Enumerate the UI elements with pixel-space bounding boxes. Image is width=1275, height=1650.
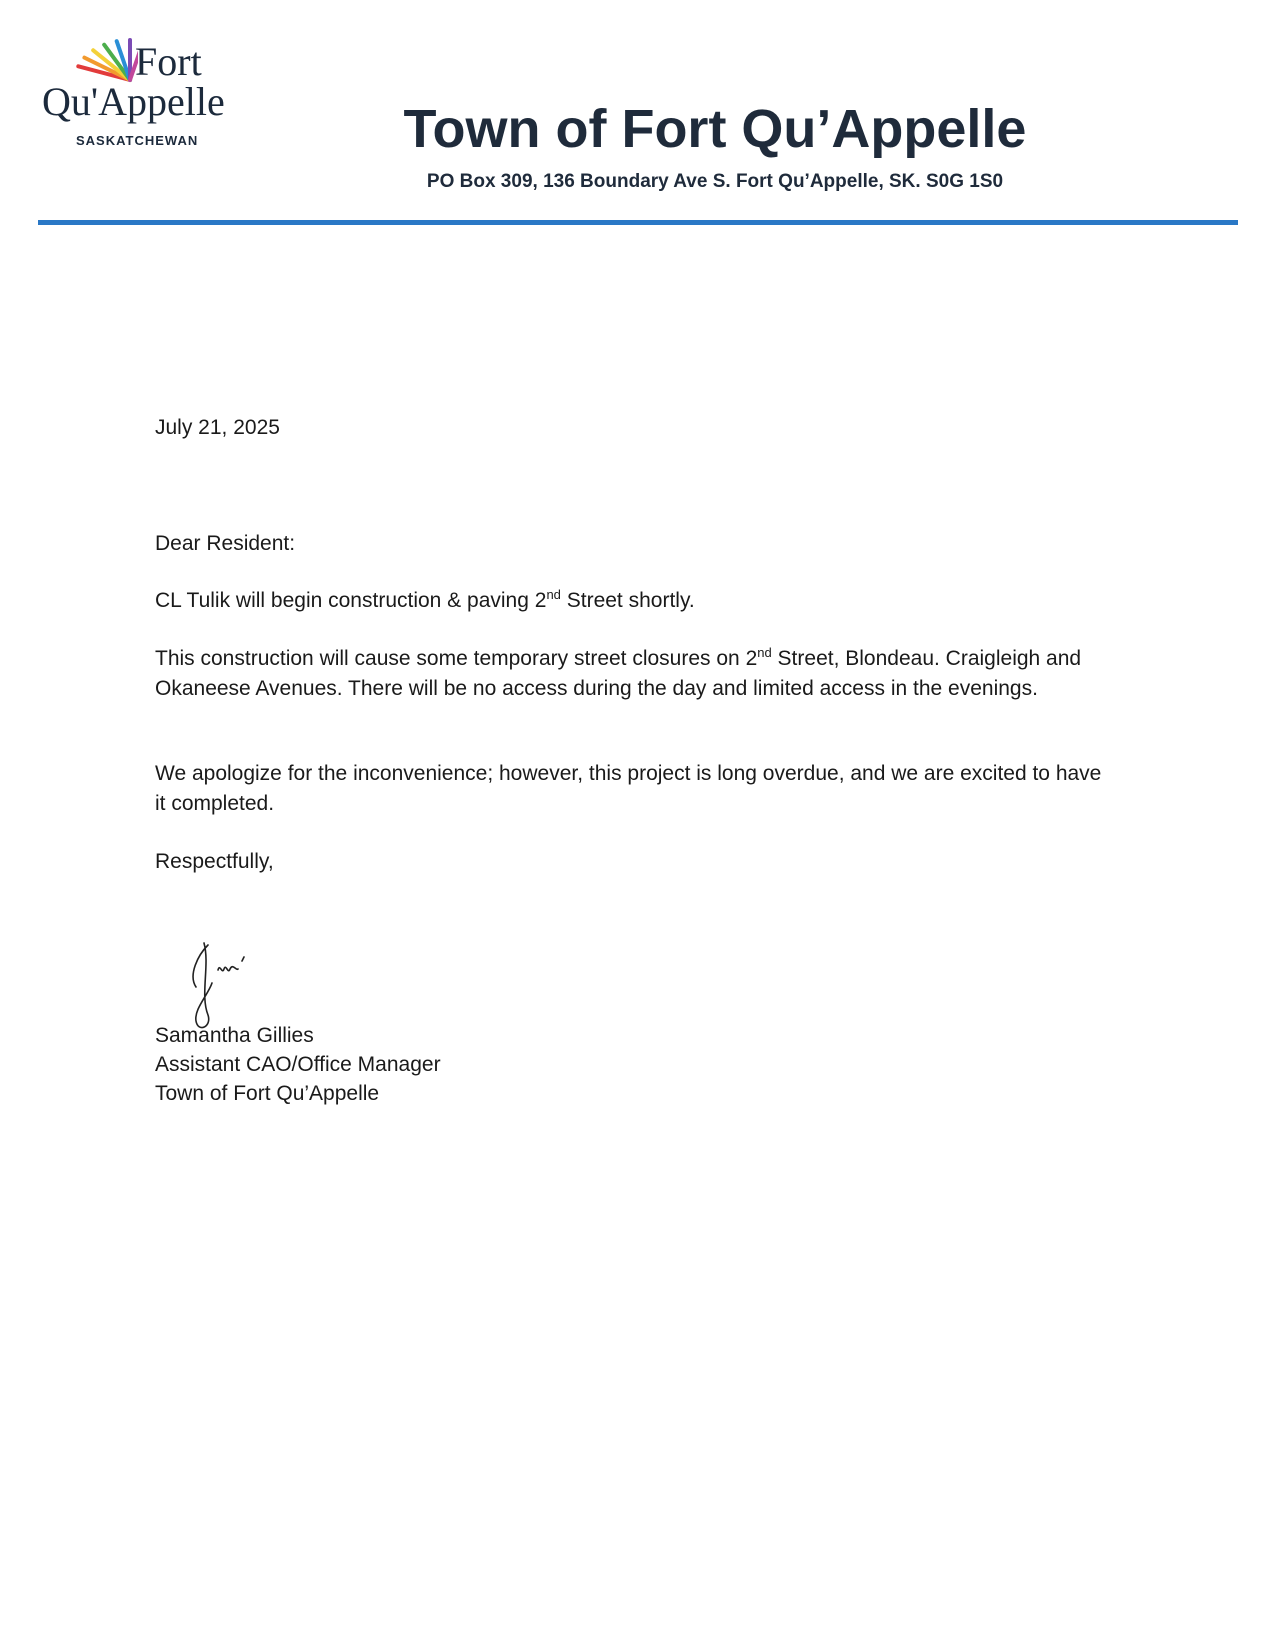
letter-closing: Respectfully, [155, 850, 274, 873]
paragraph-1-text-b: Street shortly. [560, 589, 695, 612]
letter-salutation: Dear Resident: [155, 532, 296, 555]
letter-paragraph-1 [155, 586, 1135, 616]
signatory-organization: Town of Fort Qu’Appelle [155, 1082, 380, 1105]
letterhead-title: Town of Fort Qu’Appelle [403, 99, 1027, 159]
signatory-title: Assistant CAO/Office Manager [155, 1053, 441, 1076]
signatory-name: Samantha Gillies [155, 1024, 314, 1047]
paragraph-2-superscript: nd [757, 645, 772, 660]
paragraph-1-text-a: CL Tulik will begin construction & paving 2 [155, 589, 547, 612]
letter-paragraph-2 [155, 644, 1085, 704]
letter-paragraph-3: We apologize for the inconvenience; however, this project is long overdue, and we are excited to have it completed. [155, 762, 1102, 815]
handwritten-signature [178, 935, 278, 1035]
letterhead-divider [38, 220, 1238, 225]
logo-text-province: SASKATCHEWAN [76, 133, 199, 148]
letter-date: July 21, 2025 [155, 416, 280, 439]
paragraph-1-superscript: nd [546, 587, 561, 602]
logo-text-quappelle: Qu'Appelle [42, 79, 225, 124]
letterhead-address: PO Box 309, 136 Boundary Ave S. Fort Qu’Appelle, SK. S0G 1S0 [426, 171, 1004, 192]
paragraph-2-text-b: Street, Blondeau. Craigleigh and Okaneese Avenues. There will be no access during the day and limited access in the evenings. [155, 647, 1082, 700]
paragraph-2-text-a: This construction will cause some temporary street closures on 2 [155, 647, 758, 670]
logo-text-fort: Fort [135, 39, 202, 84]
